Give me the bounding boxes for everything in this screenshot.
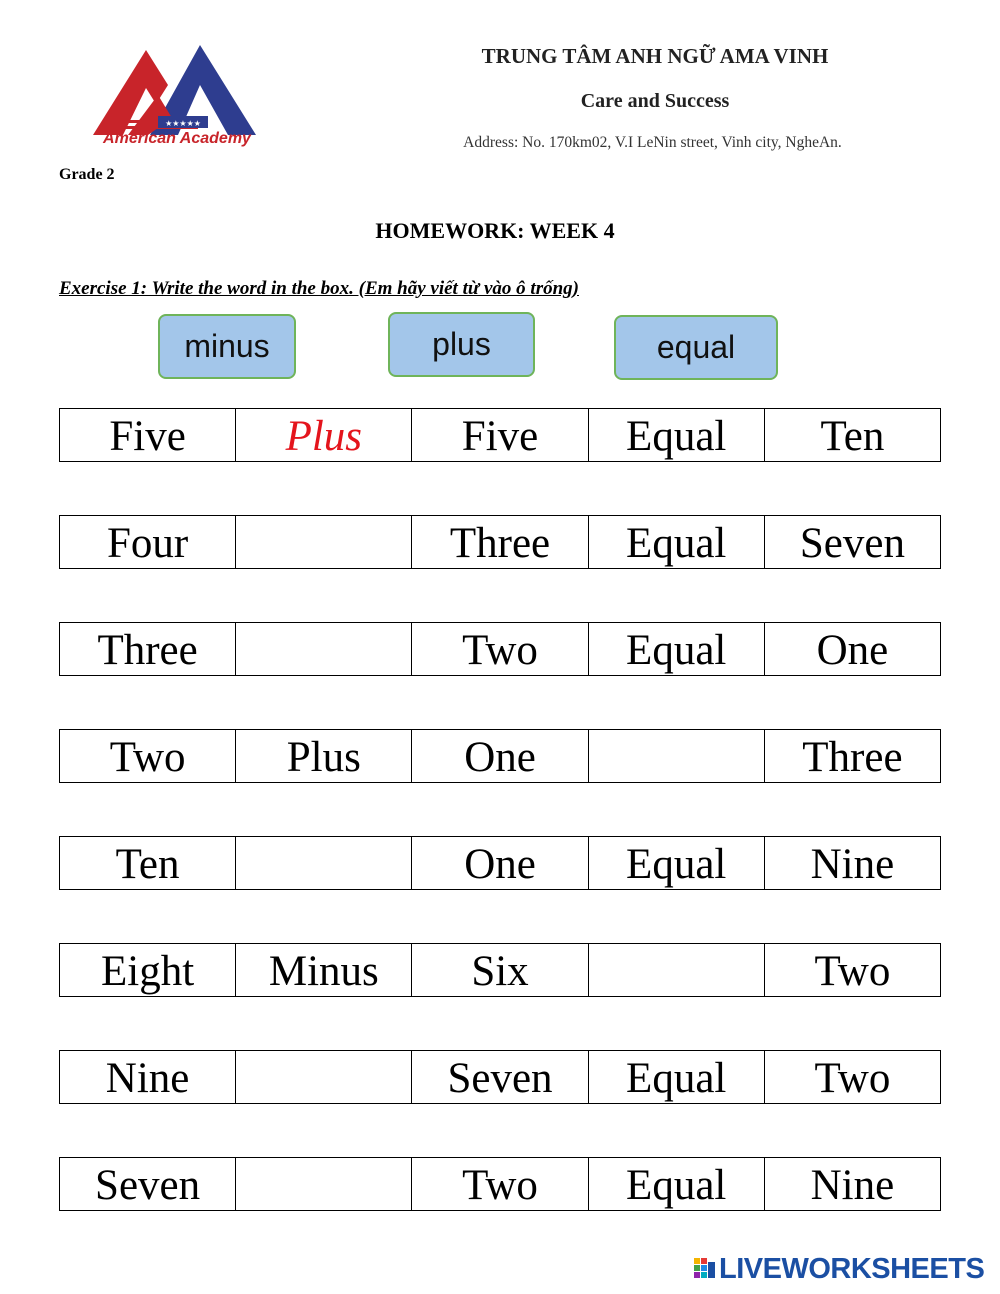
- row5-blank-cell[interactable]: [236, 837, 412, 889]
- row7-cell4: Equal: [589, 1051, 765, 1103]
- row8-cell4: Equal: [589, 1158, 765, 1210]
- row1-cell1: Five: [60, 409, 236, 461]
- row8-blank-cell[interactable]: [236, 1158, 412, 1210]
- equation-row-2: [59, 515, 941, 569]
- row5-cell3: One: [412, 837, 588, 889]
- row8-cell5: Nine: [810, 1161, 895, 1209]
- row2-cell1: Four: [60, 516, 236, 568]
- row8-cell3: Two: [412, 1158, 588, 1210]
- logo-text: American Academy: [103, 130, 251, 147]
- row1-answer-cell[interactable]: Plus: [236, 409, 412, 461]
- row4-blank-cell[interactable]: [589, 730, 765, 782]
- equation-row-6: [59, 943, 941, 997]
- row5-cell4: Equal: [589, 837, 765, 889]
- equation-row-7: [59, 1050, 941, 1104]
- row2-cell3: Three: [412, 516, 588, 568]
- equation-row-3: [59, 622, 941, 676]
- equation-row-5: [59, 836, 941, 890]
- row3-blank-cell[interactable]: [236, 623, 412, 675]
- row7-cell3: Seven: [412, 1051, 588, 1103]
- row2-cell4: Equal: [589, 516, 765, 568]
- row8-cell1: Seven: [60, 1158, 236, 1210]
- row6-cell2: Minus: [236, 944, 412, 996]
- row4-cell2: Plus: [236, 730, 412, 782]
- row4-cell5: Three: [802, 733, 903, 781]
- row2-blank-cell[interactable]: [236, 516, 412, 568]
- row3-cell5: One: [816, 626, 889, 674]
- row1-cell3: Five: [412, 409, 588, 461]
- row7-cell1: Nine: [60, 1051, 236, 1103]
- row1-cell4: Equal: [589, 409, 765, 461]
- equation-row-1: [59, 408, 941, 462]
- page-title: HOMEWORK: WEEK 4: [375, 218, 615, 243]
- liveworksheets-icon: [694, 1258, 716, 1282]
- row6-cell5: Two: [814, 947, 891, 995]
- liveworksheets-brand: LIVEWORKSHEETS: [719, 1253, 985, 1285]
- row3-cell4: Equal: [589, 623, 765, 675]
- row1-cell5: Ten: [820, 412, 885, 460]
- word-box-minus[interactable]: minus: [158, 314, 296, 379]
- word-box-plus[interactable]: plus: [388, 312, 535, 377]
- row3-cell1: Three: [60, 623, 236, 675]
- row7-blank-cell[interactable]: [236, 1051, 412, 1103]
- row6-cell1: Eight: [60, 944, 236, 996]
- svg-text:★★★★★: ★★★★★: [165, 119, 201, 128]
- grade-label: Grade 2: [59, 166, 115, 183]
- row4-cell3: One: [412, 730, 588, 782]
- row6-blank-cell[interactable]: [589, 944, 765, 996]
- exercise-instruction: Exercise 1: Write the word in the box. (Em hãy viết từ vào ô trống): [59, 278, 579, 299]
- row5-cell5: Nine: [810, 840, 895, 888]
- row3-cell3: Two: [412, 623, 588, 675]
- slogan: Care and Success: [580, 90, 730, 112]
- address: Address: No. 170km02, V.I LeNin street, Vinh city, NgheAn.: [463, 134, 842, 151]
- row2-cell5: Seven: [799, 519, 905, 567]
- row5-cell1: Ten: [60, 837, 236, 889]
- equation-row-4: [59, 729, 941, 783]
- row7-cell5: Two: [814, 1054, 891, 1102]
- equation-row-8: [59, 1157, 941, 1211]
- row6-cell3: Six: [412, 944, 588, 996]
- word-box-equal[interactable]: equal: [614, 315, 778, 380]
- row4-cell1: Two: [60, 730, 236, 782]
- liveworksheets-logo[interactable]: [694, 1253, 984, 1286]
- center-name: TRUNG TÂM ANH NGỮ AMA VINH: [481, 44, 829, 68]
